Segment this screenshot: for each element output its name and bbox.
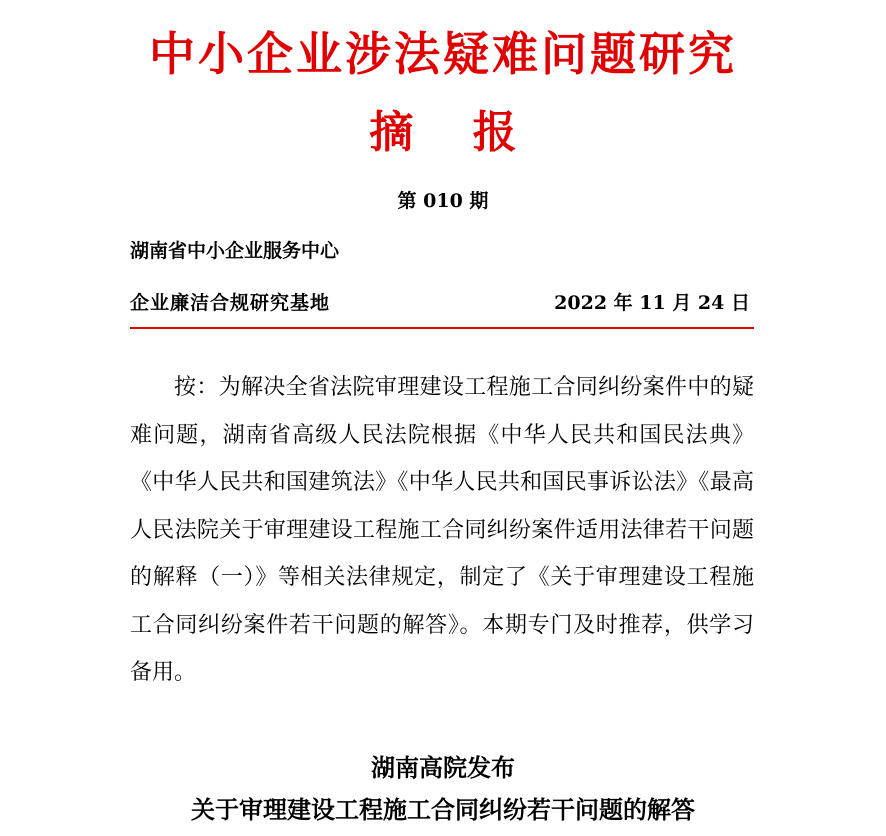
header-divider xyxy=(130,327,754,329)
report-series-title: 中小企业涉法疑难问题研究 xyxy=(149,27,737,81)
document-heading-issuer: 湖南高院发布 xyxy=(371,753,515,782)
publish-date: 2022 年 11 月 24 日 xyxy=(554,292,750,314)
document-heading-title: 关于审理建设工程施工合同纠纷若干问题的解答 xyxy=(191,795,695,824)
report-type-title: 摘 报 xyxy=(369,107,539,158)
editor-note-paragraph: 按：为解决全省法院审理建设工程施工合同纠纷案件中的疑难问题，湖南省高级人民法院根据《中华人民共和国民法典》《中华人民共和国建筑法》《中华人民共和国民事诉讼法》《最高人民法院关于审理建设工程施工合同纠纷案件适用法律若干问题的解释（一）》等相关法律规定，制定了《关于审理建设工程施工合同纠纷案件若干问题的解答》。本期专门及时推荐，供学习备用。 xyxy=(130,375,754,685)
research-base-name: 企业廉洁合规研究基地 xyxy=(130,292,331,314)
publisher-name: 湖南省中小企业服务中心 xyxy=(130,240,340,262)
issue-number: 第 010 期 xyxy=(397,190,489,212)
